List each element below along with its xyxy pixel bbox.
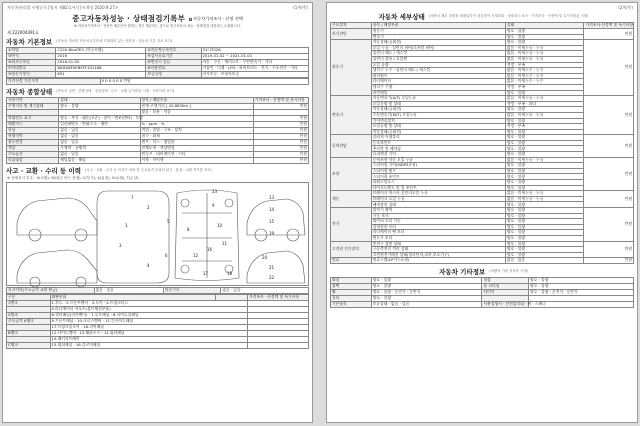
panel-list: 19.패키지트레이 [50, 337, 247, 343]
column-header: 주요장치 [331, 23, 372, 29]
status-cell: 양호 · 불량 [59, 104, 140, 110]
field-value: 자동 · 수동 · 세미오토 · 무단변속기 · 기타 [201, 60, 308, 66]
item-label: 주행거리 및 계기상태 [7, 104, 59, 110]
field-value: WDDWF0EB5FF101166 [56, 66, 146, 72]
status-cell: 양호 · 불량 · 운전석 · 동반석 [371, 289, 482, 295]
device-group-label: 동력전달 [331, 135, 372, 157]
accident-summary-table: 사고이력(주요골격 교환·판금) 없음 · 있음 단순수리 없음 · 있음 [6, 287, 309, 294]
status-cell: 양호 · 불량 [529, 277, 634, 283]
status-cell: 양호 · 불량 [505, 230, 584, 236]
general-condition-section-header: 자동차 종합상태 (자동차 일반 · 종합상태 · 정밀상태 · 사고 · 교환 등이력을 기재 · 사용이력 표기) [6, 88, 175, 96]
diagram-part-number: 15 [269, 219, 275, 224]
status-cell: 썬루프 · 네비게이션 · 기타 [140, 152, 253, 158]
car-side-rear-left [17, 250, 97, 283]
rank-label: C랭크 [7, 343, 51, 349]
inspection-item: 원동기 [371, 29, 505, 35]
diagram-part-number: 19 [269, 231, 275, 236]
status-cell: 양호 · 불량 [371, 295, 482, 301]
status-cell: 일산화탄소 · 탄화수소 · 매연 [59, 122, 140, 128]
diagram-part-number: 4 [147, 263, 150, 268]
device-group-label: 고전원 전기장치 [331, 241, 372, 258]
inspection-item: 실린더 블록 / 오일팬 [371, 56, 505, 62]
status-cell: 양호 · 불량 [505, 224, 584, 230]
field-label: ⑤최초등록일 [7, 60, 56, 66]
car-side-rear-right [247, 251, 305, 283]
status-cell: 양호 · 불량 [505, 34, 584, 40]
price-note: 만원 [584, 157, 634, 191]
status-cell: 적정 · 부족 · 과다 [505, 101, 584, 107]
status-cell: 양호 · 불량 [505, 168, 584, 174]
basic-info-title: 자동차 기본정보 [6, 38, 53, 46]
status-cell: 없음 · 미세누유 · 누유 [505, 45, 584, 51]
item-label: 차대번호 표기 [7, 116, 59, 122]
diagram-part-number: 10 [217, 223, 223, 228]
outer-panel-table [6, 294, 309, 349]
inspection-item: 변속기 [371, 34, 505, 40]
price-note: 만원 [584, 258, 634, 264]
status-cell: 양호 · 불량 [371, 283, 482, 289]
diagram-part-number: 21 [269, 265, 275, 270]
inspection-item: 발전기 출력 [371, 208, 505, 214]
car-top-left-panel [97, 191, 169, 283]
item-label: 주요옵션 [7, 152, 59, 158]
panel-list: 1.후드 · 2.프론트펜더 · 3.도어 · 4.트렁크리드 [50, 301, 247, 307]
status-cell: 양호 · 불량 [505, 90, 584, 96]
inspection-item: 브레이크 오일 누유 [371, 196, 505, 202]
basic-info-section-header: 자동차 기본정보 (자동차 정보를 자동차등록증에 기재되어 있는 사항을 · 자동차 기본 정보 표기) [6, 38, 173, 46]
status-cell: 없음 · 있음 [59, 140, 140, 146]
column-header: 가격조사 · 산정액 및 특기사항 [253, 98, 308, 104]
column-header: 상태 [59, 98, 140, 104]
diagram-part-number: 5 [167, 219, 170, 224]
status-cell: 적법 · 불법 · 구조 · 장치 [140, 128, 253, 134]
basic-info-table [6, 47, 309, 78]
price-note: 만원 [253, 152, 308, 158]
status-cell: 양호 · 불량 [505, 107, 584, 113]
field-value: 2016 [56, 54, 146, 60]
diagram-part-number: 16 [207, 247, 213, 252]
inspection-item: 등속조인트 [371, 140, 505, 146]
column-header: 외판부위 [50, 295, 216, 301]
item-label: 용도변경 [7, 140, 59, 146]
status-cell: 없음 · 미세누수 · 누수 [505, 68, 584, 74]
diagram-part-number: 3 [119, 243, 122, 248]
status-cell: 양호 · 불량 [505, 152, 584, 158]
inspection-item: 작동상태(공회전) [371, 107, 505, 113]
page-number-left: (1쪽/총) [293, 5, 308, 10]
column-header: 항목 / 해당부품 [140, 98, 253, 104]
price-note: 만원 [253, 104, 308, 110]
status-cell: 없음 · 미세누유 · 누유 [505, 51, 584, 57]
field-value: 651 [56, 72, 146, 78]
status-cell: 이행 · 미이행 [140, 158, 253, 164]
inspection-item: 실내송풍 모터 [371, 224, 505, 230]
inspection-item: 냉각수 누수 · 실린더 헤드 / 개스킷 [371, 68, 505, 74]
item-label: 휠 [331, 289, 372, 295]
status-cell: 양호 · 불량 [505, 146, 584, 152]
price-note: 만원 [253, 158, 308, 164]
car-side-front-right [247, 199, 305, 235]
car-outline-drawing [7, 183, 310, 285]
inspection-item: 파워고압호스 [371, 180, 505, 186]
field-value: 가솔린 · 디젤 · LPG · 하이브리드 · 전기 · 수소전기 · 기타 [201, 66, 308, 72]
status-cell: 양호 · 불량 [505, 180, 584, 186]
status-cell: 양호 · 불량 [505, 29, 584, 35]
inspection-item: 타이로드엔드 및 볼 조인트 [371, 185, 505, 191]
item-label: 외장 [331, 277, 372, 283]
panel-list: 17.트렁크플로어 · 18.리어패널 [50, 325, 247, 331]
panel-list: 9.프론트패널 · 10.크로스멤버 · 11.인사이드패널 [50, 319, 247, 325]
device-group-label: 변속기 [331, 96, 372, 135]
status-cell: 양호 · 불량 [529, 283, 634, 289]
item-label: 유리 [331, 295, 372, 301]
device-group-label: 연료 [331, 258, 372, 264]
diagram-part-number: 13 [269, 195, 275, 200]
price-note: 만원 [584, 135, 634, 157]
field-label: ⑦차대번호 [7, 66, 56, 72]
other-info-table [330, 277, 634, 308]
field-label: ①차명 [7, 48, 56, 54]
field-value: 자가보증 · 보험사보증 [201, 72, 308, 78]
status-cell: 없음 · 미세누유 · 누유 [505, 196, 584, 202]
inspection-item: 윈도우 모터 [371, 235, 505, 241]
status-cell: 현재 주행거리 [ 42,683Km ] [140, 104, 253, 110]
inspection-item: 동력조향 작동 오일 누유 [371, 157, 505, 163]
field-value: 2019-01-02 ~ 2021-01-01 [201, 54, 308, 60]
diagram-part-number: 18 [227, 271, 233, 276]
inspection-item: 스티어링 기어(MDPS포함) [371, 163, 505, 169]
status-cell: 양호 · 불량 [505, 241, 584, 247]
other-info-section-header: 자동차 기타정보 (차량의 기타 정보를 기재) [439, 267, 528, 276]
accident-legend: ※ 상태표시 부호 : X(교환), W(판금 또는 용접), C(부식), A(흠집), U(요철), T(손상) [7, 176, 139, 180]
field-label: 보증유형 [146, 72, 201, 78]
diagram-part-number: 23 [212, 189, 218, 194]
diagram-part-number: 7 [131, 195, 134, 200]
field-value: 2016-01-02 [56, 60, 146, 66]
status-cell: 양호 · 불량 [505, 140, 584, 146]
item-label: 리콜대상 [7, 158, 59, 164]
device-group-label: 조향 [331, 157, 372, 191]
status-cell: 해당없음 · 해당 [59, 158, 140, 164]
price-note: 만원 [584, 96, 634, 135]
device-group-label: 자기진단 [331, 29, 372, 40]
field-value: C220 BlueTEC (아루르팸) [56, 48, 146, 54]
form-title: 중고자동차성능 · 상태점검기록부 [72, 14, 186, 23]
inspection-item: 구동축전지 격리 상태 [371, 247, 505, 253]
status-cell: 없음 · 있음 [59, 134, 140, 140]
car-side-front-left [17, 198, 97, 235]
price-note: 만원 [253, 116, 308, 122]
form-regulation-header: 자동차관리법 시행규칙 [별지 제82호서식] <개정 2020.9.27> [7, 5, 119, 10]
left-page [2, 2, 313, 423]
inspection-item: 라디에이터 팬 모터 [371, 230, 505, 236]
table-row [331, 258, 634, 264]
price-note: 만원 [584, 208, 634, 242]
status-cell: 양호 · 불량 [505, 208, 584, 214]
inspection-item: 기어변속장치 [371, 118, 505, 124]
field-label: ④검사유효기간 [146, 54, 201, 60]
status-cell: 양호 · 불량 [505, 185, 584, 191]
price-note: 만원 [584, 241, 634, 258]
table-row [7, 343, 309, 349]
field-label: ③연식 [7, 54, 56, 60]
status-cell: 양호 · 불량 [505, 163, 584, 169]
inspection-item: 연료누출(LP가스포함) [371, 258, 505, 264]
status-cell: 침수 · 화재 [140, 134, 253, 140]
status-cell: 없음 · 미세누유 · 누유 [505, 56, 584, 62]
status-cell: 없음 · 미세누수 · 누수 [505, 79, 584, 85]
diagram-part-number: 20 [262, 255, 268, 260]
item-label: 사용설명서 · 안전삼각대 · 잭 · 스패너 [483, 301, 546, 307]
status-cell: 보유상태 · 없음 · 있음 [371, 301, 482, 307]
status-cell: 양호 · 불량 [505, 219, 584, 225]
inspection-item: 워터펌프 [371, 73, 505, 79]
price-note [248, 343, 309, 349]
price-note: 만원 [253, 146, 308, 152]
price-check-option[interactable]: 자동차가격조사 · 산정 선택 [189, 16, 243, 21]
inspection-item: 오일유량 및 상태 [371, 101, 505, 107]
inspection-item: 실린더 헤드 / 개스킷 [371, 51, 505, 57]
inspection-item: 자동변속기(A/T) 오일누유 [371, 96, 505, 102]
inspection-item: 배력장치 상태 [371, 202, 505, 208]
column-header: 구분 [7, 295, 51, 301]
rank-label: 2랭크 [7, 313, 51, 319]
inspection-item: 와이퍼 모터 기능 [371, 219, 505, 225]
column-header: 사용이력 [7, 98, 59, 104]
inspection-item: 추진축 및 베어링 [371, 146, 505, 152]
diagram-part-number: 11 [222, 241, 228, 246]
diagram-part-number: 6 [165, 253, 168, 258]
status-cell: 전체도색 · 색상변경 [140, 146, 253, 152]
diagram-part-number: 12 [193, 253, 199, 258]
status-cell: 양호 · 불량 [505, 129, 584, 135]
status-cell: 양호 · 불량 [505, 174, 584, 180]
column-header: 상태 [505, 23, 584, 29]
status-cell: 없음 · 미세누수 · 누수 [505, 73, 584, 79]
status-cell: 적정 · 부족 [505, 84, 584, 90]
certificate-number: 제 222004391호 [7, 30, 39, 35]
price-note: 만원 [584, 29, 634, 40]
inspection-item: 디퍼렌셜 기어 [371, 152, 505, 158]
device-group-label: 전기 [331, 208, 372, 242]
status-cell: 양호 · 불량 [371, 277, 482, 283]
status-cell: 양호 · 불량 [505, 135, 584, 141]
status-cell: 무채색 · 유채색 [59, 146, 140, 152]
inspection-item: 오일유량 및 상태 [371, 124, 505, 130]
table-row [331, 301, 634, 307]
item-label: 기본품목 [331, 301, 372, 307]
inspection-item: 커먼레일 [371, 90, 505, 96]
status-cell: 양호 · 불량 [505, 252, 584, 258]
general-condition-table [6, 97, 309, 164]
price-note: 만원 [253, 134, 308, 140]
item-label: 튜닝 [7, 128, 59, 134]
price-note: 만원 [253, 128, 308, 134]
detail-condition-table [330, 22, 634, 264]
table-row [7, 158, 309, 164]
diagram-part-number: 1 [125, 223, 128, 228]
inspection-item: 오일 누유 · 실린더 커버(로커암 커버) [371, 45, 505, 51]
page-number-right: (2쪽/총) [618, 5, 633, 10]
status-cell: 양호 · 불량 · 운전석 · 동반석 [529, 289, 634, 295]
field-label: ②자동차등록번호 [146, 48, 201, 54]
diagram-part-number: 14 [269, 207, 275, 212]
inspection-item: 스티어링 조인트 [371, 174, 505, 180]
price-note: 만원 [253, 140, 308, 146]
item-label: 배출가스 [7, 122, 59, 128]
item-label: 색상 [7, 146, 59, 152]
diagram-part-number: 9 [212, 203, 215, 208]
item-label: 특별이력 [7, 134, 59, 140]
status-cell: 양호 · 불량 [505, 235, 584, 241]
status-cell: 없음 · 미세누유 · 누유 [505, 96, 584, 102]
field-value: 31다7026 [201, 48, 308, 54]
status-cell: 없음 · 미세누유 · 누유 [505, 191, 584, 197]
column-header: 항목 / 해당부품 [371, 23, 505, 29]
item-label: 내장 [482, 277, 529, 283]
inspection-item: 작동상태(공회전) [371, 40, 505, 46]
inspection-item: 브레이크 마스터 실린더오일 누유 [371, 191, 505, 197]
status-cell: 없음 · 미세누유 · 누유 [505, 157, 584, 163]
panel-list: 12.사이드멤버 · 13.휠하우스 · 14.필러패널 [50, 331, 247, 337]
base-price-label: 가격산정 기준가격 [7, 79, 101, 85]
diagram-part-number: 22 [269, 275, 275, 280]
item-label: 타이어 [482, 289, 529, 295]
inspection-item: 충전구 절연 상태 [371, 241, 505, 247]
status-cell: 양호 · 불량 [505, 213, 584, 219]
right-page [326, 2, 638, 423]
form-note: ※ 자동차가격조사 · 산정은 매수인이 원하는 경우 제공하는 것으로 중고자동차 성능 · 상태점검 내용과는 무관합니다. [73, 24, 242, 28]
device-group-label: 원동기 [331, 40, 372, 96]
status-cell: 많음 · 보통 · 적음 [140, 110, 253, 116]
rank-label: B랭크 [7, 331, 51, 337]
price-note: 만원 [584, 191, 634, 208]
status-cell: 양호 · 불량 [505, 40, 584, 46]
column-header: 가격조사·산정액 및 특기사항 [585, 22, 634, 28]
status-cell: 양호 · 불량 [505, 247, 584, 253]
car-damage-diagram [6, 182, 309, 286]
inspection-item: 오일 유량 [371, 62, 505, 68]
price-note: 만원 [584, 40, 634, 96]
inspection-item: 시동 모터 [371, 213, 505, 219]
diagram-part-number: 17 [203, 271, 209, 276]
status-cell: 양호 · 부식 · 훼손(오손) · 상이 · 변조(변타) · 도말 [60, 115, 143, 121]
field-label: ⑥변속기 종류 [146, 60, 201, 66]
rank-label: 주요골격 A랭크 [7, 319, 51, 325]
inspection-item: 수동변속기(M/T) 오일누유 [371, 112, 505, 118]
panel-list: 5.라디에이터 서포트(볼트체결부품) [50, 307, 247, 313]
status-cell: 양호 · 불량 [505, 118, 584, 124]
diagram-part-number: 8 [187, 227, 190, 232]
diagram-part-number: 2 [147, 205, 150, 210]
inspection-item: 클러치 어셈블리 [371, 135, 505, 141]
item-label: 광택 [331, 283, 372, 289]
status-cell: 없음 · 있음 [59, 152, 140, 158]
panel-list: 6.쿼터패널(리어펜더) · 7.루프패널 · 8.사이드실패널 [50, 313, 247, 319]
status-cell: 없음 · 미세누유 · 누유 [505, 112, 584, 118]
status-cell: 양호 · 불량 [505, 202, 584, 208]
device-group-label: 제동 [331, 191, 372, 208]
field-label: ⑧사용연료 [146, 66, 201, 72]
status-cell: 없음 · 있음 [505, 258, 584, 264]
field-label: ⑨원동기형식 [7, 72, 56, 78]
price-note: 만원 [253, 122, 308, 128]
rank-label: 1랭크 [7, 301, 51, 307]
inspection-item: 스티어링 펌프 [371, 168, 505, 174]
inspection-item: 작동상태(공회전) [371, 129, 505, 135]
inspection-item: 고전원전기배선 상태(접속단자,피복,보호기구) [371, 252, 505, 258]
status-cell: % · ppm · % [140, 122, 253, 128]
status-cell: 적정 · 부족 [505, 62, 584, 68]
status-cell: 적정 · 부족 [505, 124, 584, 130]
detail-section-header: 자동차 세부상태 (차량의 세부 상태를 매매업자가 점검하여 기재하되 · 상태표시 표시 · 가격조사 · 산정액 및 특기사항을 기재) [378, 13, 589, 21]
status-cell: 없음 · 있음 [59, 128, 140, 134]
inspection-item: 냉각수 수량 [371, 84, 505, 90]
status-cell: 렌트 · 리스 · 영업용 [140, 140, 253, 146]
base-price-value: 0 0 0 0 0 0 만원 [100, 79, 308, 85]
accident-section-header: 사고 · 교환 · 수리 등 이력 (사고 · 교환 · 수리 등 이력은 외판 및 주요골격 부위의 판금 · 용접 · 교환 여부를 표시) [6, 167, 212, 175]
column-header: 가격조사 · 산정액 및 특기사항 [248, 295, 309, 301]
inspection-item: 라디에이터 [371, 79, 505, 85]
basic-info-row [7, 72, 309, 78]
item-label: 룸 크리닝 [482, 283, 529, 289]
panel-list: 15.대쉬패널 · 16.플로어패널 [50, 343, 247, 349]
